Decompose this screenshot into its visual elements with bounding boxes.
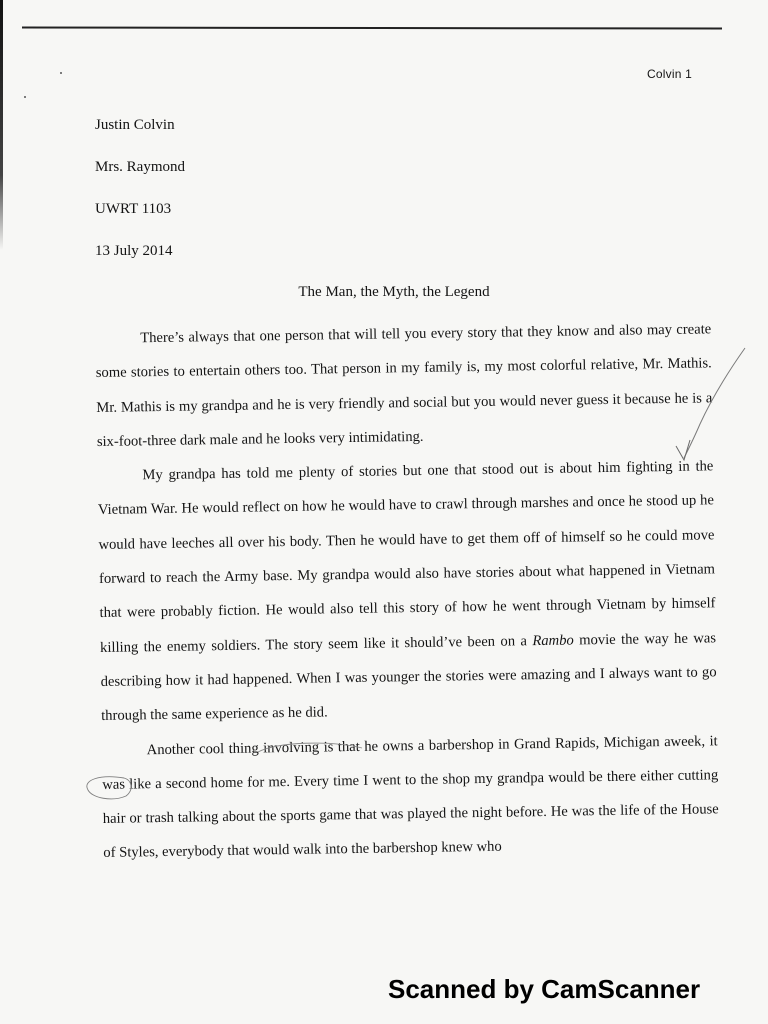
top-rule xyxy=(22,27,722,30)
paragraph-1: There’s always that one person that will tell you every story that they know and also may create some stories to entertain others too. That person in my family is, my most colorful relative, Mr. Mathis. Mr. Mathis is my grandpa and he is very friendly and social but you would never guess it because he is a six-foot-three dark male and he looks very intimidating. xyxy=(95,321,713,450)
paragraph-3: Another cool thing involving is that he owns a barbershop in Grand Rapids, Michigan aweek, it was like a second home for me. Every time I went to the shop my grandpa would be there either cutting hair or trash talking about the sports game that was played the night before. He was the life of the House of Styles, everybody that would walk into the barbershop knew who xyxy=(102,732,719,862)
course-code: UWRT 1103 xyxy=(95,201,172,217)
essay-title: The Man, the Myth, the Legend xyxy=(298,284,490,300)
essay-body xyxy=(95,312,720,870)
instructor-name: Mrs. Raymond xyxy=(95,159,185,175)
scan-speck xyxy=(24,96,26,98)
essay-date: 13 July 2014 xyxy=(95,243,173,259)
camscanner-watermark: Scanned by CamScanner xyxy=(388,974,701,1004)
italic-film-title: Rambo xyxy=(532,632,574,649)
paragraph-2 xyxy=(97,449,717,733)
scan-speck xyxy=(60,72,62,74)
scan-left-edge xyxy=(0,0,3,250)
paragraph-2-text-start: My grandpa has told me plenty of stories but one that stood out is about him fighting in the Vietnam War. He would reflect on how he would have to crawl through marshes and once he stood up he would have leeches all over his body. Then he would have to get them off of himself so he could move forward to reach the Army base. My grandpa would also have stories about what happened in Vietnam that were probably fiction. He would also tell this story of how he went through Vietnam by himself killing the enemy soldiers. The story seem like it should’ve been on a xyxy=(97,458,716,656)
mla-heading xyxy=(95,115,185,283)
author-name: Justin Colvin xyxy=(95,117,175,133)
page-number-header: Colvin 1 xyxy=(647,67,692,81)
paragraph-2-text-end: movie the way he was describing how it had happened. When I was younger the stories were amazing and I always want to go through the same experience as he did. xyxy=(100,629,717,725)
